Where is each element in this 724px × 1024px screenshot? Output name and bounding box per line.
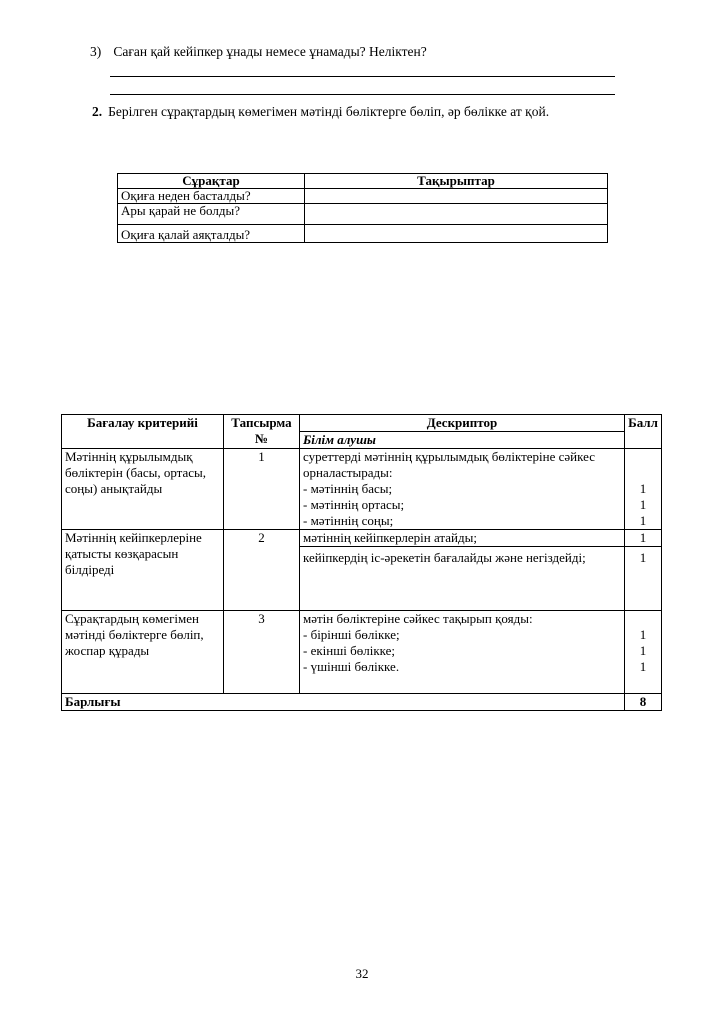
descriptor-cell <box>300 611 625 694</box>
task-2-text: Берілген сұрақтардың көмегімен мәтінді бөліктерге бөліп, әр бөлікке ат қой. <box>108 104 550 119</box>
descriptor-line: - үшінші бөлікке. <box>303 659 400 674</box>
question-cell: Оқиға қалай аяқталды? <box>118 225 305 243</box>
header-score: Балл <box>625 415 662 449</box>
header-topics: Тақырыптар <box>305 174 608 189</box>
question-cell: Ары қарай не болды? <box>118 204 305 225</box>
table-row <box>62 530 662 547</box>
answer-line <box>110 76 615 77</box>
descriptor-line: суреттерді мәтіннің құрылымдық бөліктеріне сәйкес орналастырады: <box>303 449 595 480</box>
score-value: 1 <box>639 513 647 528</box>
assessment-table <box>61 414 662 711</box>
score-cell: 1 <box>625 547 662 611</box>
topic-cell[interactable] <box>305 204 608 225</box>
descriptor-cell <box>300 449 625 530</box>
criterion-cell: Мәтіннің кейіпкерлеріне қатысты көзқарасын білдіреді <box>62 530 224 611</box>
task-2-number: 2. <box>92 104 103 119</box>
score-value: 1 <box>639 643 647 658</box>
descriptor-cell: мәтіннің кейіпкерлерін атайды; <box>300 530 625 547</box>
descriptor-line: - бірінші бөлікке; <box>303 627 400 642</box>
table-header-row <box>62 415 662 432</box>
score-value: 1 <box>639 497 647 512</box>
header-task-number: Тапсырма № <box>224 415 300 449</box>
score-value: 1 <box>639 481 647 496</box>
total-row <box>62 694 662 711</box>
header-descriptor: Дескриптор <box>300 415 625 432</box>
task-number-cell: 3 <box>224 611 300 694</box>
topic-cell[interactable] <box>305 189 608 204</box>
descriptor-line: - мәтіннің ортасы; <box>303 497 405 512</box>
descriptor-line: - мәтіннің басы; <box>303 481 393 496</box>
table-row <box>118 204 608 225</box>
page-number: 32 <box>355 966 369 981</box>
table-row <box>62 611 662 694</box>
table-row <box>62 449 662 530</box>
criterion-cell: Мәтіннің құрылымдық бөліктерін (басы, ортасы, соңы) анықтайды <box>62 449 224 530</box>
question-3-text: Саған қай кейіпкер ұнады немесе ұнамады? Неліктен? <box>113 44 427 59</box>
score-cell <box>625 449 662 530</box>
task-number-cell: 1 <box>224 449 300 530</box>
question-3-number: 3) <box>90 44 102 59</box>
criterion-cell: Сұрақтардың көмегімен мәтінді бөліктерге бөліп, жоспар құрады <box>62 611 224 694</box>
descriptor-line: - мәтіннің соңы; <box>303 513 394 528</box>
score-cell <box>625 611 662 694</box>
descriptor-line: - екінші бөлікке; <box>303 643 396 658</box>
task-2 <box>92 104 549 120</box>
total-value: 8 <box>625 694 662 711</box>
score-value: 1 <box>639 659 647 674</box>
table-row <box>118 189 608 204</box>
question-cell: Оқиға неден басталды? <box>118 189 305 204</box>
question-3 <box>90 44 427 60</box>
table-row <box>118 225 608 243</box>
header-descriptor-sub: Білім алушы <box>300 432 625 449</box>
header-questions: Сұрақтар <box>118 174 305 189</box>
score-cell: 1 <box>625 530 662 547</box>
descriptor-cell: кейіпкердің іс-әрекетін бағалайды және негіздейді; <box>300 547 625 611</box>
total-label: Барлығы <box>62 694 625 711</box>
table-header-row <box>118 174 608 189</box>
topic-cell[interactable] <box>305 225 608 243</box>
score-value: 1 <box>639 627 647 642</box>
descriptor-line: мәтін бөліктеріне сәйкес тақырып қояды: <box>303 611 533 626</box>
header-criterion: Бағалау критерийі <box>62 415 224 449</box>
questions-table <box>117 173 608 243</box>
task-number-cell: 2 <box>224 530 300 611</box>
answer-line <box>110 94 615 95</box>
